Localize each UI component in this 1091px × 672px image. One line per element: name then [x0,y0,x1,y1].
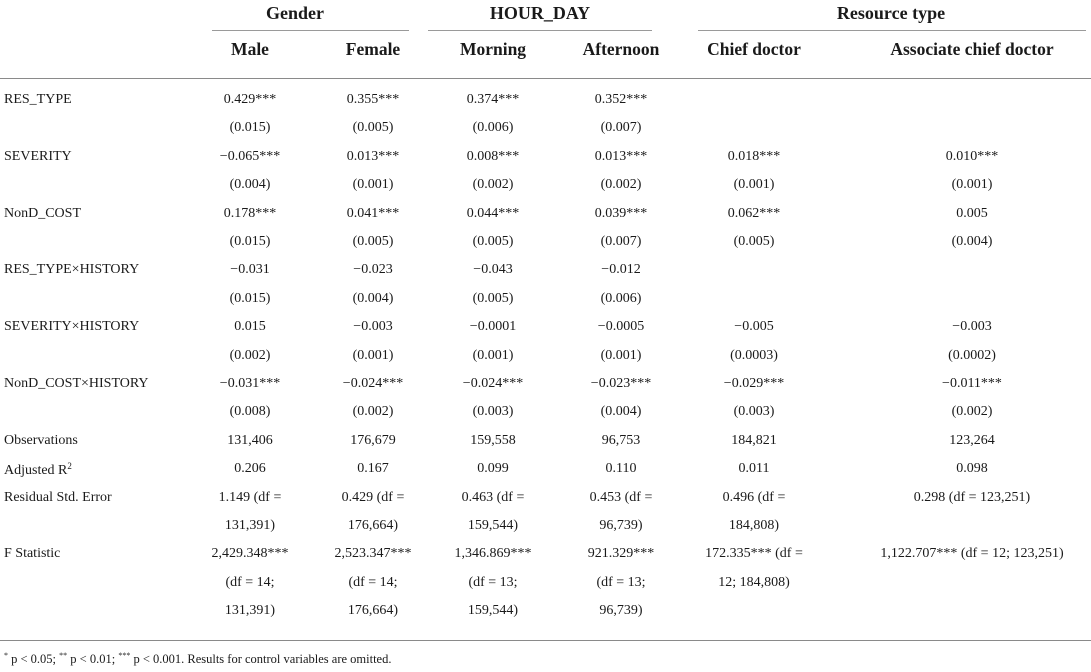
coefficient-cell: 0.010*** [945,148,999,164]
column-header-morning: Morning [459,39,527,59]
std-error-cell: (0.001) [472,347,514,363]
row-label: NonD_COST [4,205,82,221]
coefficient-cell: 0.015 [234,319,266,335]
adjusted-r2-cell: 0.206 [234,461,266,477]
f-statistic-cell: 1,346.869*** [454,546,532,562]
std-error-cell: (0.015) [229,120,271,136]
std-error-cell: (0.008) [229,404,271,420]
f-statistic-cell: 921.329*** [587,546,655,562]
std-error-cell: (0.001) [951,177,993,193]
coefficient-cell: −0.012 [601,262,641,278]
std-error-cell: (0.0002) [948,347,996,363]
coefficient-cell: −0.029*** [723,376,785,391]
group-header-hour-day: HOUR_DAY [489,3,591,23]
observations-cell: 184,821 [731,432,777,448]
std-error-cell: (0.001) [352,347,394,363]
header-rule [0,78,1091,79]
residual-cell: 0.496 (df = [722,489,786,505]
coefficient-cell: −0.011*** [942,376,1002,391]
coefficient-cell: −0.031*** [219,376,281,391]
std-error-cell: (0.015) [229,234,271,249]
observations-cell: 96,753 [601,432,641,448]
std-error-cell: (0.006) [472,120,514,136]
coefficient-cell: 0.374*** [466,92,520,107]
footnote-text-3: p < 0.001. Results for control variables are omitted. [130,652,392,666]
f-statistic-cell: 1,122.707*** (df = 12; 123,251) [880,546,1064,562]
coefficient-cell: 0.429*** [223,92,277,107]
residual-cell: 184,808) [728,518,780,533]
f-statistic-cell: (df = 14; [225,574,275,590]
std-error-cell: (0.001) [352,177,394,193]
coefficient-cell: −0.003 [952,319,992,335]
row-label: RES_TYPE [4,92,72,107]
observations-cell: 131,406 [227,432,273,448]
footnote-sig-2: ** [59,651,68,660]
row-label-adjusted-r2: Adjusted $R^2$ [4,461,72,479]
coefficient-cell: −0.0001 [469,319,517,335]
std-error-cell: (0.003) [472,404,514,420]
table-footnote [4,651,391,667]
row-label-observations: Observations [4,432,78,448]
column-header-male: Male [231,39,269,59]
coefficient-cell: 0.044*** [466,205,520,221]
f-statistic-cell: (df = 14; [348,574,398,590]
row-label: NonD_COST×HISTORY [4,376,149,391]
std-error-cell: (0.002) [229,347,271,363]
coefficient-cell: −0.003 [353,319,393,335]
std-error-cell: (0.002) [600,177,642,193]
f-statistic-cell: 96,739) [599,603,643,619]
std-error-cell: (0.005) [472,234,514,249]
adjusted-r2-cell: 0.110 [605,461,637,477]
coefficient-cell: −0.005 [734,319,774,335]
std-error-cell: (0.003) [733,404,775,420]
row-label: RES_TYPE×HISTORY [4,262,140,278]
hour-day-group-rule [428,30,652,31]
observations-cell: 176,679 [350,432,396,448]
coefficient-cell: −0.024*** [462,376,524,391]
std-error-cell: (0.006) [600,290,642,306]
column-header-associate-chief-doctor: Associate chief doctor [890,39,1054,59]
f-statistic-cell: 2,429.348*** [211,546,289,562]
std-error-cell: (0.004) [951,234,993,249]
std-error-cell: (0.005) [352,234,394,249]
coefficient-cell: 0.041*** [346,205,400,221]
std-error-cell: (0.002) [352,404,394,420]
table-bottom-rule [0,640,1091,641]
coefficient-cell: 0.005 [956,205,988,221]
f-statistic-cell: (df = 13; [468,574,518,590]
residual-cell: 1.149 (df = [218,489,282,505]
f-statistic-cell: 172.335*** (df = [705,546,803,562]
std-error-cell: (0.002) [951,404,993,420]
coefficient-cell: 0.018*** [727,148,781,164]
coefficient-cell: −0.031 [230,262,270,278]
row-label-residual-std-error: Residual Std. Error [4,489,112,505]
coefficient-cell: 0.008*** [466,148,520,164]
residual-cell: 96,739) [599,518,643,533]
coefficient-cell: −0.043 [473,262,513,278]
std-error-cell: (0.007) [600,120,642,136]
f-statistic-cell: (df = 13; [596,574,646,590]
coefficient-cell: 0.039*** [594,205,648,221]
f-statistic-cell: 131,391) [224,603,276,619]
residual-cell: 0.463 (df = [461,489,525,505]
footnote-text-2: p < 0.01; [67,652,119,666]
coefficient-cell: −0.023*** [590,376,652,391]
std-error-cell: (0.007) [600,234,642,249]
residual-cell: 0.298 (df = 123,251) [913,489,1031,505]
std-error-cell: (0.001) [600,347,642,363]
row-label: SEVERITY [4,148,72,164]
residual-cell: 0.429 (df = [341,489,405,505]
std-error-cell: (0.015) [229,290,271,306]
coefficient-cell: 0.062*** [727,205,781,221]
footnote-text-1: p < 0.05; [8,652,60,666]
column-header-female: Female [345,39,401,59]
coefficient-cell: 0.013*** [346,148,400,164]
adjusted-r2-cell: 0.098 [956,461,988,477]
std-error-cell: (0.005) [352,120,394,136]
std-error-cell: (0.004) [352,290,394,306]
f-statistic-cell: 176,664) [347,603,399,619]
std-error-cell: (0.0003) [730,347,778,363]
footnote-sig-1: * [4,651,8,660]
resource-type-group-rule [698,30,1086,31]
adjusted-r2-cell: 0.167 [357,461,389,477]
gender-group-rule [212,30,409,31]
coefficient-cell: 0.352*** [594,92,648,107]
f-statistic-cell: 159,544) [467,603,519,619]
coefficient-cell: 0.178*** [223,205,277,221]
std-error-cell: (0.001) [733,177,775,193]
residual-cell: 159,544) [467,518,519,533]
coefficient-cell: −0.0005 [597,319,645,335]
coefficient-cell: 0.355*** [346,92,400,107]
residual-cell: 0.453 (df = [589,489,653,505]
adjusted-r2-cell: 0.099 [477,461,509,477]
std-error-cell: (0.004) [229,177,271,193]
observations-cell: 159,558 [470,432,516,448]
coefficient-cell: −0.065*** [219,148,281,164]
residual-cell: 131,391) [224,518,276,533]
observations-cell: 123,264 [949,432,995,448]
coefficient-cell: −0.023 [353,262,393,278]
column-header-chief-doctor: Chief doctor [707,39,801,59]
std-error-cell: (0.005) [472,290,514,306]
footnote-sig-3: *** [118,651,131,660]
f-statistic-cell: 12; 184,808) [718,574,790,590]
group-header-gender: Gender [266,3,324,23]
column-header-afternoon: Afternoon [582,39,660,59]
coefficient-cell: 0.013*** [594,148,648,164]
residual-cell: 176,664) [347,518,399,533]
r-squared-superscript: 2 [67,461,72,472]
group-header-resource-type: Resource type [836,3,946,23]
std-error-cell: (0.002) [472,177,514,193]
adjusted-r2-cell: 0.011 [738,461,770,477]
std-error-cell: (0.005) [733,234,775,249]
f-statistic-cell: 2,523.347*** [334,546,412,562]
row-label: SEVERITY×HISTORY [4,319,140,335]
row-label-f-statistic: F Statistic [4,546,61,562]
std-error-cell: (0.004) [600,404,642,420]
coefficient-cell: −0.024*** [342,376,404,391]
